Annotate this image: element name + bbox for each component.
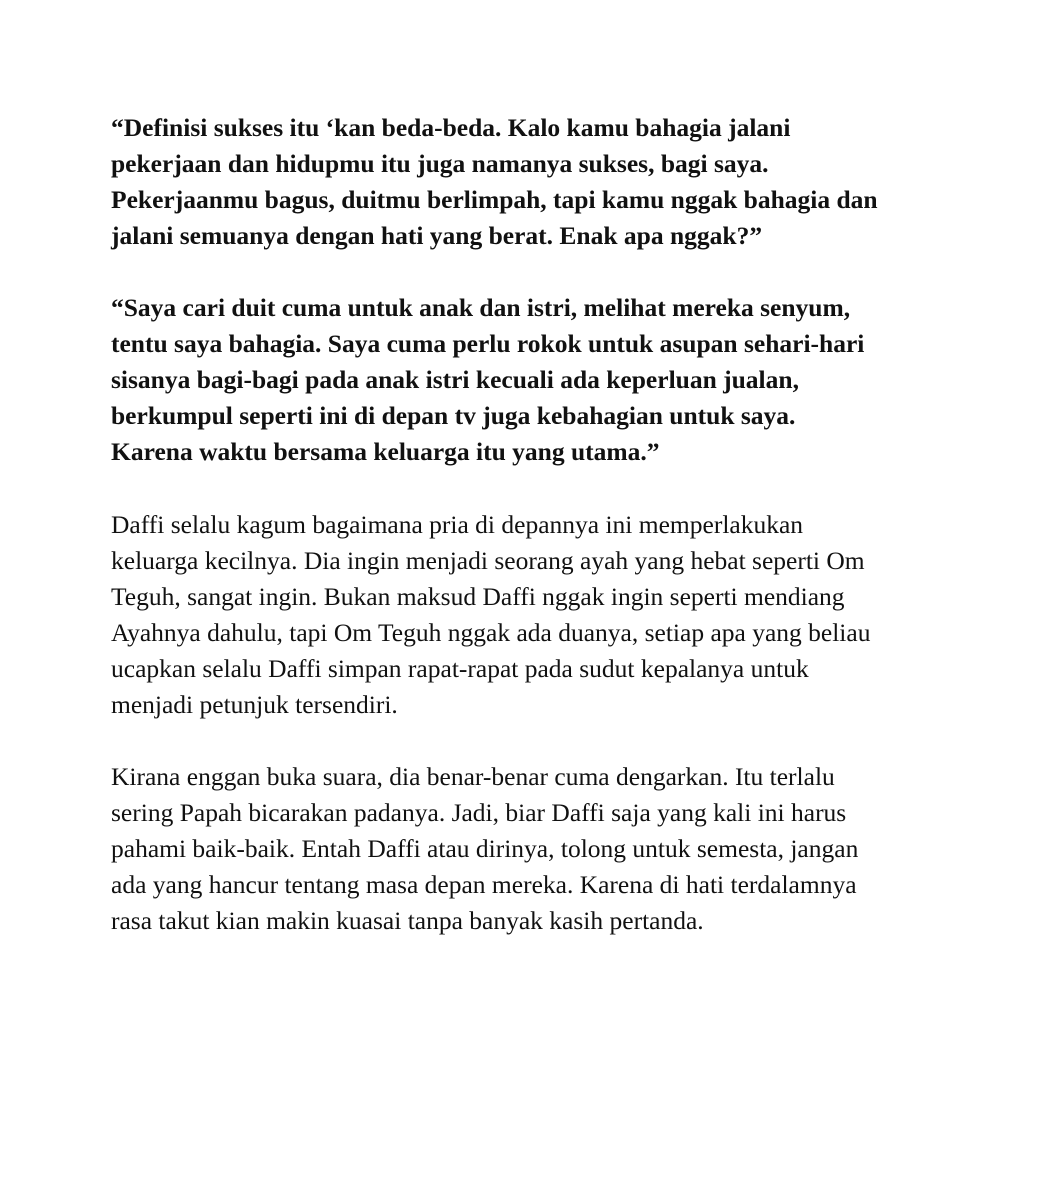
text-line: menjadi petunjuk tersendiri. [111,690,398,719]
text-line: ucapkan selalu Daffi simpan rapat-rapat pada sudut kepalanya untuk [111,654,809,683]
dialogue-paragraph-2 [111,290,971,470]
narrative-paragraph-1 [111,507,971,723]
text-line: “Saya cari duit cuma untuk anak dan istri, melihat mereka senyum, [111,293,851,322]
text-line: “Definisi sukses itu ‘kan beda-beda. Kalo kamu bahagia jalani [111,113,791,142]
text-line: Kirana enggan buka suara, dia benar-benar cuma dengarkan. Itu terlalu [111,762,835,791]
dialogue-paragraph-1 [111,110,971,254]
narrative-paragraph-2 [111,759,971,939]
text-line: keluarga kecilnya. Dia ingin menjadi seorang ayah yang hebat seperti Om [111,546,865,575]
text-line: Ayahnya dahulu, tapi Om Teguh nggak ada duanya, setiap apa yang beliau [111,618,871,647]
text-line: sering Papah bicarakan padanya. Jadi, biar Daffi saja yang kali ini harus [111,798,847,827]
text-line: Pekerjaanmu bagus, duitmu berlimpah, tapi kamu nggak bahagia dan [111,185,878,214]
text-line: sisanya bagi-bagi pada anak istri kecuali ada keperluan jualan, [111,365,799,394]
text-line: tentu saya bahagia. Saya cuma perlu rokok untuk asupan sehari-hari [111,329,865,358]
text-line: Daffi selalu kagum bagaimana pria di depannya ini memperlakukan [111,510,804,539]
text-line: rasa takut kian makin kuasai tanpa banyak kasih pertanda. [111,906,704,935]
text-line: Teguh, sangat ingin. Bukan maksud Daffi nggak ingin seperti mendiang [111,582,845,611]
document-page [111,110,971,939]
text-line: Karena waktu bersama keluarga itu yang utama.” [111,437,660,466]
text-line: pahami baik-baik. Entah Daffi atau dirinya, tolong untuk semesta, jangan [111,834,859,863]
text-line: berkumpul seperti ini di depan tv juga kebahagian untuk saya. [111,401,796,430]
text-line: jalani semuanya dengan hati yang berat. Enak apa nggak?” [111,221,763,250]
text-line: ada yang hancur tentang masa depan mereka. Karena di hati terdalamnya [111,870,857,899]
text-line: pekerjaan dan hidupmu itu juga namanya sukses, bagi saya. [111,149,769,178]
